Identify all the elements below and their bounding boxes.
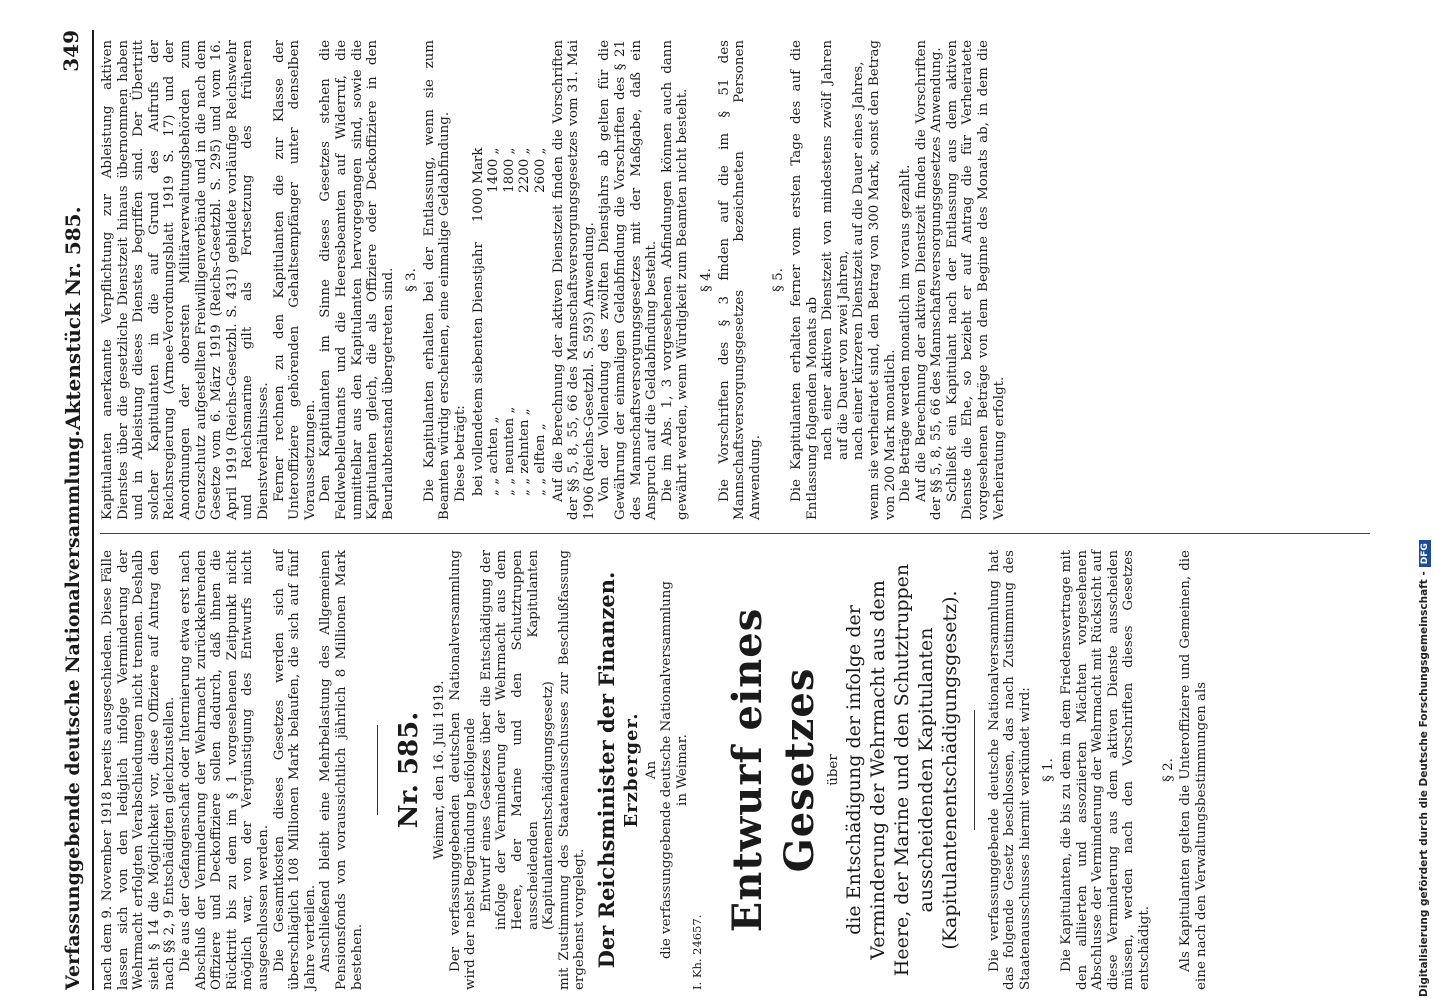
left-paragraph: nach dem 9. November 1918 bereits ausgeschieden. Diese Fälle lassen sich von den lediglich infolge Verminderung der Wehrmacht erfolgten Verabschiedungen nicht trennen. Deshalb sieht § 14 die Möglichkeit vor, diese Offiziere auf Antrag den nach §§ 2, 9 Entschädigten gleichzustellen. bbox=[100, 550, 178, 990]
section-text: wenn sie verheiratet sind, den Betrag von 300 Mark, sonst den Betrag von 200 Mark monatlich. bbox=[866, 40, 898, 520]
table-row bbox=[517, 142, 533, 502]
table-row bbox=[502, 142, 518, 502]
addressee: die verfassunggebende deutsche Nationalversammlung bbox=[659, 580, 675, 960]
amount-value: 2600 „ bbox=[533, 147, 549, 193]
section-text: Auf die Berechnung der aktiven Dienstzeit finden die Vorschriften der §§ 5, 8, 55, 66 des Mannschaftsversorgungsgesetzes Anwendung. bbox=[913, 40, 945, 520]
dateline: Weimar, den 16. Juli 1919. bbox=[432, 680, 448, 860]
left-paragraph: mit Zustimmung des Staatenausschusses zur Beschlußfassung ergebenst vorgelegt. bbox=[556, 550, 588, 990]
dfg-logo: DFG bbox=[1419, 540, 1431, 567]
sender: Der Reichsminister der Finanzen. bbox=[594, 571, 620, 969]
section-text: Als Kapitulanten gelten die Unteroffiziere und Gemeinen, die eine nach den Verwaltungsbestimmungen als bbox=[1178, 550, 1209, 990]
column-divider bbox=[100, 533, 1370, 534]
right-paragraph: Den Kapitulanten im Sinne dieses Gesetzes stehen die Feldwebelleutnants und die Heeresbeamten auf Widerruf, die unmittelbar aus den Kapitulanten hervorgegangen sind, sowie die Kapitulanten gleich, die als Offiziere oder Deckoffiziere in den Beurlaubtenstand übergetreten sind. bbox=[318, 40, 396, 520]
credit-text: Digitalisierung gefördert durch die Deutsche Forschungsgemeinschaft - bbox=[1418, 571, 1430, 997]
divider bbox=[377, 725, 378, 815]
addressee: in Weimar. bbox=[674, 734, 690, 806]
amount-value: 2200 „ bbox=[517, 147, 533, 193]
section-heading: § 2. bbox=[1160, 758, 1176, 782]
left-paragraph: Die Gesamtkosten dieses Gesetzes werden sich auf überschläglich 108 Millionen Mark belaufen, die sich auf fünf Jahre verteilen. bbox=[271, 550, 318, 990]
left-paragraph: Der verfassunggebenden deutschen Nationalversammlung wird der nebst Begründung beifolgende bbox=[447, 550, 479, 990]
section-heading: § 3. bbox=[404, 268, 420, 292]
section-text: Die im Abs. 1, 3 vorgesehenen Abfindungen können auch dann gewährt werden, wenn Würdigkeit zum Beamten nicht besteht. bbox=[659, 40, 691, 520]
amount-label: bei vollendetem siebenten Dienstjahr bbox=[470, 242, 486, 496]
digitization-credit bbox=[1418, 7, 1432, 997]
header-title: Verfassunggebende deutsche Nationalversammlung. bbox=[62, 430, 84, 990]
document-number: Nr. 585. bbox=[394, 711, 425, 829]
bill-heading: Entwurf eines Gesetzes bbox=[724, 607, 823, 933]
table-row bbox=[533, 142, 549, 502]
amount-label: „ „ neunten „ bbox=[501, 406, 517, 496]
section-text: Die Vorschriften des § 3 finden auf die im § 51 des Mannschaftsversorgungsgesetzes bezeichneten Personen Anwendung. bbox=[716, 40, 763, 520]
section-text: Diese beträgt: bbox=[453, 405, 469, 502]
page-header bbox=[60, 30, 94, 990]
section-heading: § 5. bbox=[771, 268, 787, 292]
signature: Erzberger. bbox=[621, 712, 643, 828]
section-item: nach einer aktiven Dienstzeit von mindestens zwölf Jahren auf die Dauer von zwei Jahren, bbox=[820, 40, 851, 460]
section-text: Schließt ein Kapitulant nach der Entlassung aus dem aktiven Dienste die Ehe, so bezieht er auf Antrag die für Verheiratete vorgesehenen Beträge von dem Beginne des Monats ab, in dem die Verheiratung erfolgt. bbox=[944, 40, 1007, 520]
left-paragraph: Anschließend bleibt eine Mehrbelastung des Allgemeinen Pensionsfonds von voraussichtlich jährlich 8 Millionen Mark bestehen. bbox=[318, 550, 365, 990]
section-text: Die Kapitulanten erhalten bei der Entlassung, wenn sie zum Beamten würdig erscheinen, eine einmalige Geldabfindung. bbox=[421, 40, 453, 520]
table-row bbox=[486, 142, 502, 502]
rotated-page-content bbox=[60, 30, 1380, 990]
table-row bbox=[471, 142, 487, 502]
bill-title-reference: Entwurf eines Gesetzes über die Entschädigung der infolge der Verminderung der Wehrmacht aus dem Heere, der Marine und den Schutztruppen ausscheidenden Kapitulanten (Kapitulantenentschädigungsgesetz) bbox=[478, 550, 557, 930]
amount-value: 1400 „ bbox=[486, 147, 502, 193]
section-text: Auf die Berechnung der aktiven Dienstzeit finden die Vorschriften der §§ 5, 8, 55, 66 des Mannschaftsversorgungsgesetzes vom 31. Mai 1906 (Reichs-Gesetzbl. S. 593) Anwendung. bbox=[550, 40, 597, 520]
law-title: die Entschädigung der infolge der Verminderung der Wehrmacht aus dem Heere, der Marine und den Schutztruppen ausscheidenden Kapitulanten (Kapitulantenentschädigungsgesetz). bbox=[842, 563, 961, 977]
section-heading: § 4. bbox=[698, 268, 714, 292]
amount-label: „ „ achten „ bbox=[486, 416, 502, 496]
section-text: Die Kapitulanten erhalten ferner vom ersten Tage des auf die Entlassung folgenden Monats ab bbox=[788, 40, 820, 520]
right-column bbox=[100, 40, 1007, 520]
page-number: 349 bbox=[59, 30, 83, 72]
section-text: Die Beträge werden monatlich im voraus gezahlt. bbox=[898, 164, 914, 502]
right-paragraph: Kapitulanten anerkannte Verpflichtung zur Ableistung aktiven Dienstes über die gesetzliche Dienstzeit hinaus übernommen haben und in Ableistung dieses Dienstes begriffen sind. Der Übertritt solcher Kapitulanten in die auf Grund des Aufrufs der Reichsregierung (Armee-Verordnungsblatt 1919 S. 17) und der Anordnungen der obersten Militärverwaltungsbehörden zum Grenzschutz aufgestellten Freiwilligenverbände und in die nach dem Gesetze vom 6. März 1919 (Reichs-Gesetzbl. S. 295) und vom 16. April 1919 (Reichs-Gesetzbl. S. 431) gebildete vorläufige Reichswehr und Reichsmarine gilt als Fortsetzung des früheren Dienstverhältnisses. bbox=[100, 40, 271, 520]
header-section: Aktenstück Nr. 585. bbox=[61, 206, 85, 430]
amount-label: „ „ zehnten „ bbox=[517, 408, 533, 496]
section-item: nach einer kürzeren Dienstzeit auf die Dauer eines Jahres, bbox=[851, 61, 867, 460]
bill-heading-ueber: über bbox=[826, 754, 841, 786]
right-paragraph: Ferner rechnen zu den Kapitulanten die zur Klasse der Unteroffiziere gehörenden Gehaltsempfänger unter denselben Voraussetzungen. bbox=[271, 40, 318, 520]
section-text: Die Kapitulanten, die bis zu dem in dem Friedensvertrage mit den alliierten und assoziierten Mächten vorgesehenen Abschlusse der Verminderung der Wehrmacht mit Rücksicht auf diese Verminderung aus dem aktiven Dienste ausscheiden müssen, werden nach den Vorschriften dieses Gesetzes entschädigt. bbox=[1058, 550, 1152, 990]
file-reference: I. Kh. 24657. bbox=[690, 914, 705, 990]
amount-value: 1800 „ bbox=[501, 147, 517, 193]
addressee: An bbox=[643, 760, 659, 780]
enactment-clause: Die verfassunggebende deutsche Nationalversammlung hat das folgende Gesetz beschlossen, das nach Zustimmung des Staatenausschusses hiermit verkündet wird: bbox=[986, 550, 1033, 990]
left-column bbox=[100, 550, 1209, 990]
section-text: Von der Vollendung des zwölften Dienstjahrs ab gelten für die Gewährung der einmaligen Geldabfindung die Vorschriften des § 21 des Mannschaftsversorgungsgesetzes mit der Maßgabe, daß ein Anspruch auf die Geldabfindung besteht. bbox=[597, 40, 660, 520]
left-paragraph: Die aus der Gefangenschaft oder Internierung etwa erst nach Abschluß der Verminderung der Wehrmacht zurückkehrenden Offiziere und Deckoffiziere sollen dadurch, daß ihnen die Rücktritt bis zu dem im § 1 vorgesehenen Zeitpunkt nicht möglich war, von der Vergünstigung des Entwurfs nicht ausgeschlossen werden. bbox=[177, 550, 271, 990]
settlement-amounts-table bbox=[471, 142, 549, 502]
section-heading: § 1. bbox=[1041, 758, 1057, 782]
amount-label: „ „ elften „ bbox=[533, 423, 549, 496]
amount-value: 1000 Mark bbox=[470, 147, 486, 223]
divider bbox=[974, 710, 975, 830]
